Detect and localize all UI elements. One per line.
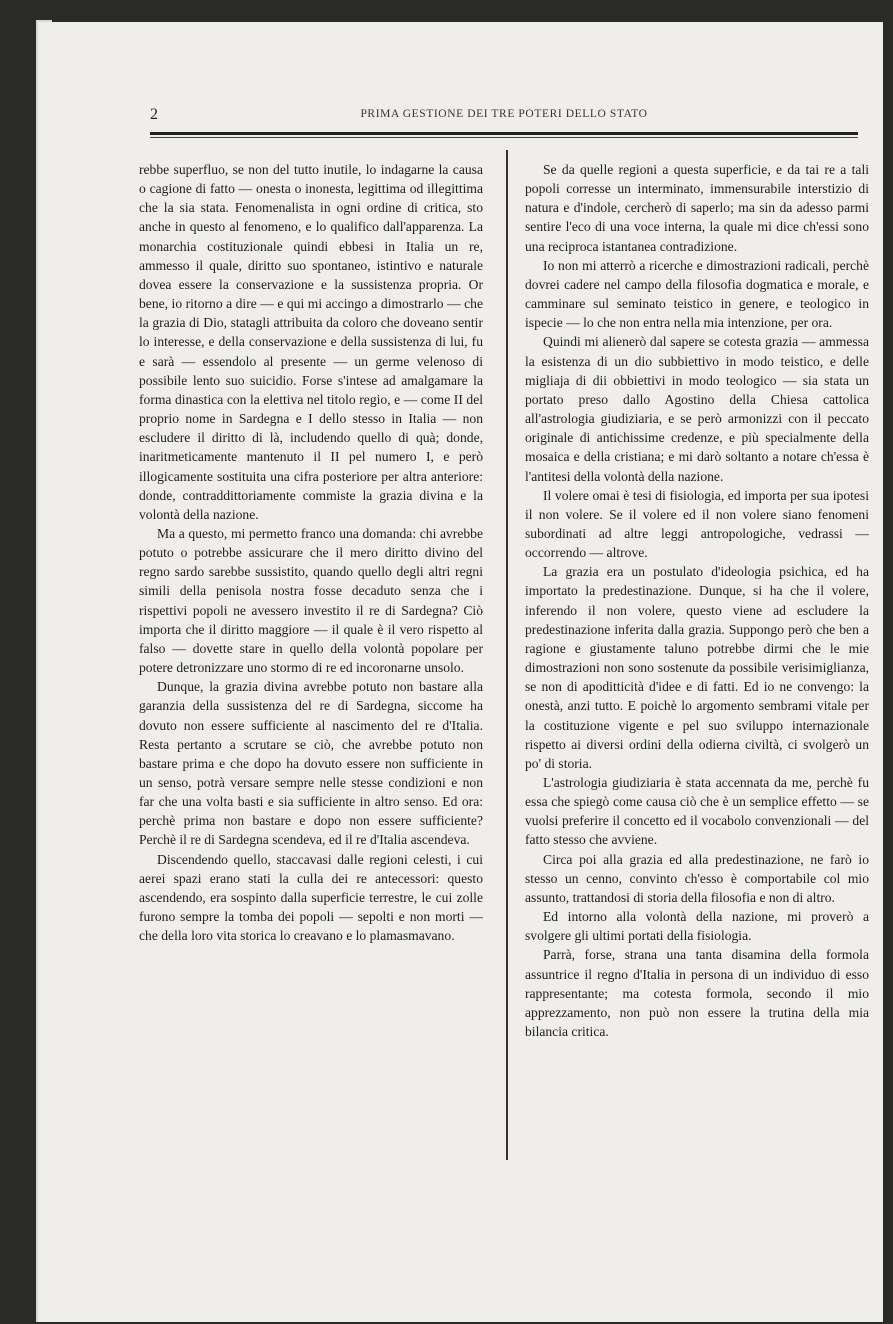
header-rule-thin (150, 137, 858, 138)
paragraph: Il volere omai è tesi di fisiologia, ed importa per sua ipotesi il non volere. Se il volere ed il non volere siano fenomeni subordinati ad altre leggi antropologiche, vedrassi — occorrendo — altrove. (525, 487, 869, 561)
paragraph: Io non mi atterrò a ricerche e dimostrazioni radicali, perchè dovrei cadere nel campo della filosofia dogmatica e morale, e camminare sul seminato teistico in genere, e teologico in ispecie — lo che non entra nella mia intenzione, per ora. (525, 257, 869, 331)
paragraph: Ed intorno alla volontà della nazione, mi proverò a svolgere gli ultimi portati della fisiologia. (525, 909, 869, 944)
left-column (139, 160, 483, 945)
header-rule (150, 132, 858, 135)
paragraph: Dunque, la grazia divina avrebbe potuto non bastare alla garanzia della sussistenza del re di Sardegna, siccome ha dovuto non essere sufficiente al nascimento del re d'Italia. Resta pertanto a scrutare se ciò, che avrebbe potuto non bastare prima e che dopo ha dovuto essere non sufficiente in un senso, potrà versare sempre nelle stesse condizioni e non far che una volta basti e sia sufficiente in altro senso. Ed ora: perchè prima non bastare e dopo non essere sufficiente? Perchè il re di Sardegna scendeva, ed il re d'Italia ascendeva. (139, 679, 483, 848)
paragraph: Circa poi alla grazia ed alla predestinazione, ne farò io stesso un cenno, convinto ch'esso è comportabile col mio assunto, trattandosi di storia della filosofia e non di altro. (525, 851, 869, 905)
paragraph: Quindi mi alienerò dal sapere se cotesta grazia — ammessa la esistenza di un dio subbiettivo in modo teistico, e delle migliaja di dii obbiettivi in modo teologico — sia stata un portato preso dallo Agostino della Chiesa cattolica all'astrologia giudiziaria, e se però armonizzi con il peccato originale di antichissime credenze, e più specialmente della mosaica e della cristiana; e mi darò soltanto a notare ch'essa è l'antitesi della volontà della nazione. (525, 334, 869, 484)
page-number: 2 (150, 106, 158, 123)
page-header (150, 106, 858, 128)
column-divider (506, 150, 508, 1160)
paragraph: Ma a questo, mi permetto franco una domanda: chi avrebbe potuto o potrebbe assicurare che il mero diritto divino del regno sardo sarebbe sussistito, quando quello degli altri regni simili della penisola nostra fosse decaduto senza che i rispettivi popoli ne avessero investito il re di Sardegna? Ciò importa che il diritto maggiore — il quale è il vero rispetto al falso — dovette stare in quello della volontà popolare per potere detronizzare uno stormo di re ed incoronarne unsolo. (139, 525, 483, 676)
paragraph: Se da quelle regioni a questa superficie, e da tai re a tali popoli corresse un interminato, immensurabile interstizio di natura e d'indole, cercherò di saperlo; ma sin da adesso parmi sentire l'eco di una voce interna, la quale mi dice ch'essi sono una reciproca istantanea contradizione. (525, 162, 869, 254)
paragraph: L'astrologia giudiziaria è stata accennata da me, perchè fu essa che spiegò come causa ciò che è un semplice effetto — se vuolsi preferire il concetto ed il vocabolo convenzionali — del fatto stesso che avviene. (525, 775, 869, 848)
paragraph: Parrà, forse, strana una tanta disamina della formola assuntrice il regno d'Italia in persona di un individuo di esso rappresentante; ma cotesta formola, secondo il mio apprezzamento, non può non essere la trutina della mia bilancia critica. (525, 947, 869, 1040)
paragraph: rebbe superfluo, se non del tutto inutile, lo indagarne la causa o cagione di fatto — onesta o inonesta, legittima od illegittima che la sia stata. Fenomenalista in ogni ordine di critica, sto anche in questo al fenomeno, e lo qualifico dall'apparenza. La monarchia costituzionale quindi ebbesi in Italia un re, ammesso il quale, diritto suo spontaneo, istintivo e naturale dovea essere la conservazione e la sussistenza propria. Or bene, io ritorno a dire — e qui mi accingo a dimostrarlo — che la grazia di Dio, statagli attribuita da coloro che doveano sentir lo interesse, e della conservazione e della sussistenza di lui, fu e sarà — essendolo al presente — un germe velenoso di possibile lento suo suicidio. Forse s'intese ad amalgamare la forma dinastica con la elettiva nel titolo regio, e — come II del proprio nome in Sardegna e I dello stesso in Italia — non escludere il diritto di là, includendo quello di quà; donde, inaritmeticamente mantenuto il II pel numero I, e però illogicamente sostituita una cifra posteriore per altra anteriore: donde, contraddittoriamente commiste la grazia divina e la volontà della nazione. (139, 162, 483, 522)
paragraph: Discendendo quello, staccavasi dalle regioni celesti, i cui aerei spazi erano stati la culla dei re antecessori: questo ascendendo, era sospinto dalla superficie terrestre, le cui zolle furono sempre la tomba dei popoli — sepolti e non morti — che della loro vita storica lo creavano e lo plamasmavano. (139, 851, 483, 944)
running-title: PRIMA GESTIONE DEI TRE POTERI DELLO STATO (360, 108, 648, 120)
right-column (525, 160, 869, 1041)
paragraph: La grazia era un postulato d'ideologia psichica, ed ha importato la predestinazione. Dunque, si ha che il volere, inferendo il non volere, questo viene ad escludere la predestinazione inferita dalla grazia. Suppongo però che ben a ragione e giustamente taluno potrebbe dirmi che le mie dimostrazioni non sono sostenute da possibile verisimiglianza, se non di apoditticità d'idee e di fatti. Ed io ne convengo: la onestà, anzi tutto. E poichè lo argomento sembrami vitale per la costituzione vigente e pel suo sviluppo internazionale rispetto ai diversi ordini della odierna civiltà, ci svolgerò un po' di storia. (525, 564, 869, 771)
